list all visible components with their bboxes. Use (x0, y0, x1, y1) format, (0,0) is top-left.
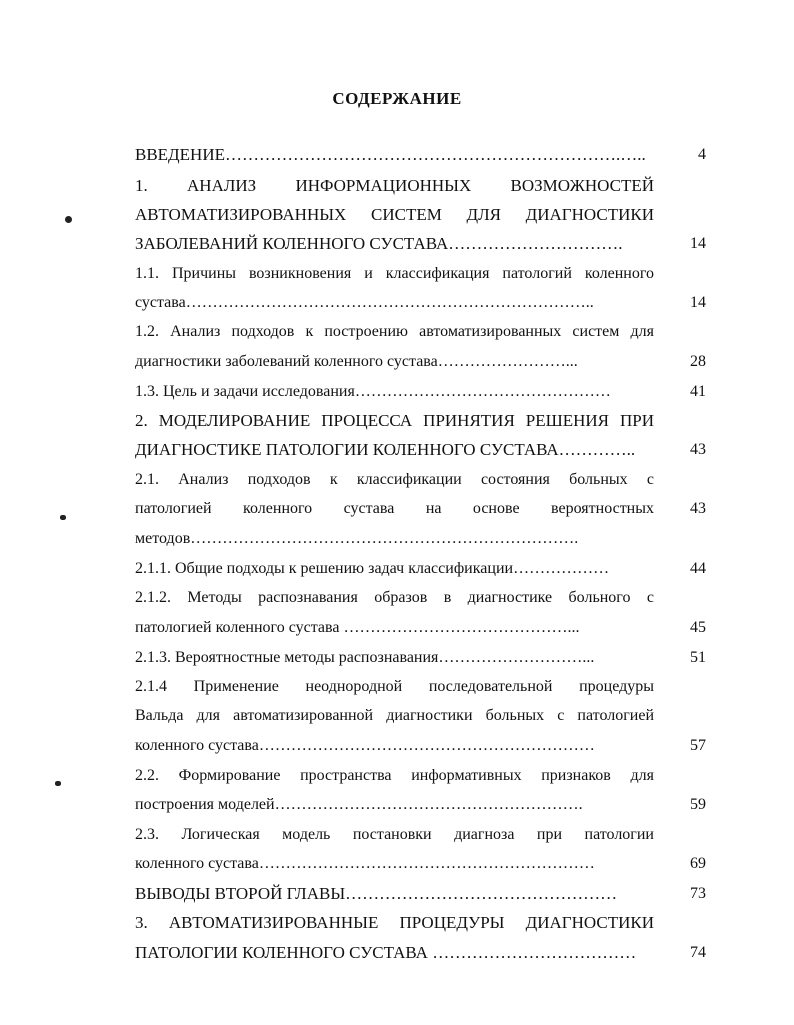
toc-line: 1.1. Причины возникновения и классификация патологий коленного (135, 265, 654, 282)
toc-line: 2.2. Формирование пространства информативных признаков для (135, 767, 654, 784)
toc-line: АВТОМАТИЗИРОВАННЫХ СИСТЕМ ДЛЯ ДИАГНОСТИКИ (135, 205, 654, 224)
scan-speck (65, 216, 72, 223)
page-number: 41 (690, 383, 706, 400)
page-number: 69 (690, 855, 706, 872)
toc-line: 2.1.1. Общие подходы к решению задач классификации……………… (135, 560, 610, 577)
toc-line: 1. АНАЛИЗ ИНФОРМАЦИОННЫХ ВОЗМОЖНОСТЕЙ (135, 176, 654, 195)
toc-line: построения моделей…………………………………………………. (135, 796, 583, 813)
toc-line: ВВЕДЕНИЕ…………………………………………………………….….. (135, 145, 646, 164)
toc-line: патологией коленного сустава на основе вероятностных (135, 500, 654, 517)
page-number: 43 (690, 500, 706, 517)
page-number: 45 (690, 619, 706, 636)
toc-line: Вальда для автоматизированной диагностики больных с патологией (135, 707, 654, 724)
page-number: 51 (690, 649, 706, 666)
scan-speck (55, 781, 61, 786)
toc-line: ДИАГНОСТИКЕ ПАТОЛОГИИ КОЛЕННОГО СУСТАВА………….. (135, 440, 636, 459)
page-number: 57 (690, 737, 706, 754)
toc-line: 3. АВТОМАТИЗИРОВАННЫЕ ПРОЦЕДУРЫ ДИАГНОСТИКИ (135, 913, 654, 932)
toc-line: 1.3. Цель и задачи исследования………………………………………… (135, 383, 611, 400)
toc-line: методов………………………………………………………………. (135, 530, 579, 547)
page-number: 44 (690, 560, 706, 577)
toc-line: коленного сустава……………………………………………………… (135, 855, 595, 872)
toc-line: сустава………………………………………………………………….. (135, 294, 594, 311)
toc-line: 2. МОДЕЛИРОВАНИЕ ПРОЦЕССА ПРИНЯТИЯ РЕШЕНИЯ ПРИ (135, 411, 654, 430)
page-number: 14 (690, 294, 706, 311)
page-number: 4 (698, 146, 706, 163)
scan-speck (60, 515, 66, 520)
toc-line: 2.1.4 Применение неоднородной последовательной процедуры (135, 678, 654, 695)
toc-line: 1.2. Анализ подходов к построению автоматизированных систем для (135, 323, 654, 340)
page-number: 28 (690, 353, 706, 370)
toc-line: ПАТОЛОГИИ КОЛЕННОГО СУСТАВА ……………………………… (135, 943, 637, 962)
toc-line: ВЫВОДЫ ВТОРОЙ ГЛАВЫ………………………………………… (135, 884, 618, 903)
toc-line: 2.1.2. Методы распознавания образов в диагностике больного с (135, 589, 654, 606)
page-number: 43 (690, 441, 706, 458)
page-title: СОДЕРЖАНИЕ (332, 89, 462, 108)
toc-line: коленного сустава……………………………………………………… (135, 737, 595, 754)
page-number: 59 (690, 796, 706, 813)
page-number: 74 (690, 944, 706, 961)
toc-line: 2.1. Анализ подходов к классификации состояния больных с (135, 471, 654, 488)
toc-line: патологией коленного сустава ……………………………………... (135, 619, 580, 636)
page-number: 73 (690, 885, 706, 902)
toc-line: 2.1.3. Вероятностные методы распознавания………………………... (135, 649, 595, 666)
toc-line: 2.3. Логическая модель постановки диагноза при патологии (135, 826, 654, 843)
toc-line: диагностики заболеваний коленного сустава……………………... (135, 353, 578, 370)
page-number: 14 (690, 235, 706, 252)
toc-line: ЗАБОЛЕВАНИЙ КОЛЕННОГО СУСТАВА…………………………. (135, 234, 623, 253)
